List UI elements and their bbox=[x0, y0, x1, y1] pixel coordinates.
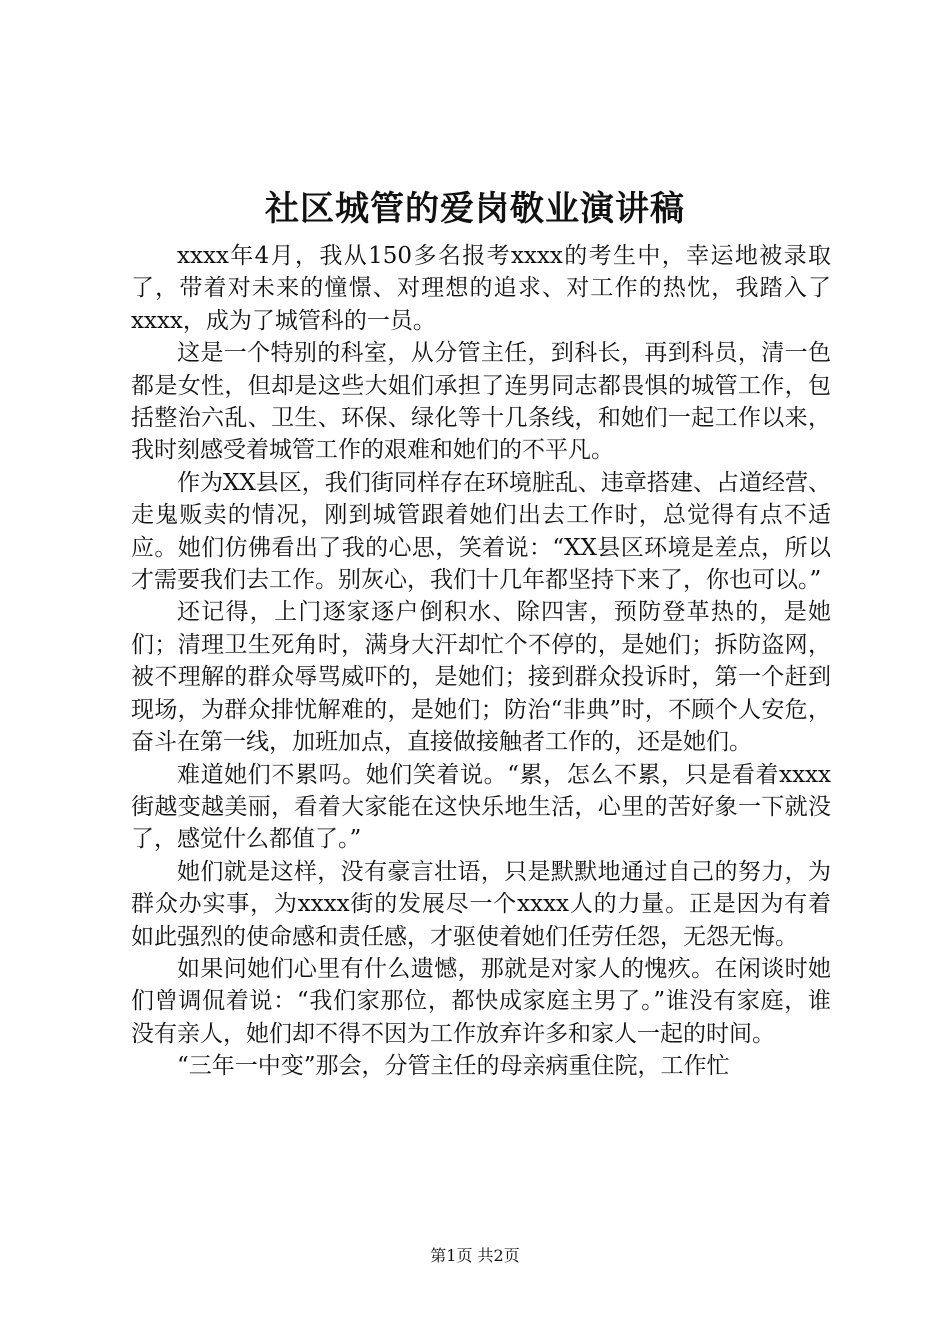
paragraph: 还记得，上门逐家逐户倒积水、除四害，预防登革热的，是她们；清理卫生死角时，满身大汗却忙个不停的，是她们；拆防盗网，被不理解的群众辱骂威吓的，是她们；接到群众投诉时，第一个赶到现场，为群众排忧解难的，是她们；防治“非典”时，不顾个人安危，奋斗在第一线，加班加点，直接做接触者工作的，还是她们。 bbox=[131, 599, 831, 756]
paragraph: “三年一中变”那会，分管主任的母亲病重住院，工作忙 bbox=[177, 1053, 730, 1080]
paragraph: 这是一个特别的科室，从分管主任，到科长，再到科员，清一色都是女性，但却是这些大姐们承担了连男同志都畏惧的城管工作，包括整治六乱、卫生、环保、绿化等十几条线，和她们一起工作以来，我时刻感受着城管工作的艰难和她们的不平凡。 bbox=[131, 340, 831, 464]
paragraph: 如果问她们心里有什么遗憾，那就是对家人的愧疚。在闲谈时她们曾调侃着说：“我们家那位，都快成家庭主男了。”谁没有家庭，谁没有亲人，她们却不得不因为工作放弃许多和家人一起的时间。 bbox=[131, 955, 831, 1047]
page-footer: 第1页 共2页 bbox=[430, 1246, 520, 1265]
paragraph: 难道她们不累吗。她们笑着说。“累，怎么不累，只是看着xxxx街越变越美丽，看着大家能在这快乐地生活，心里的苦好象一下就没了，感觉什么都值了。” bbox=[131, 761, 831, 853]
document-title: 社区城管的爱岗敬业演讲稿 bbox=[265, 189, 685, 229]
paragraph: 她们就是这样，没有豪言壮语，只是默默地通过自己的努力，为群众办实事，为xxxx街的发展尽一个xxxx人的力量。正是因为有着如此强烈的使命感和责任感，才驱使着她们任劳任怨，无怨无悔。 bbox=[131, 858, 831, 950]
paragraph: xxxx年4月，我从150多名报考xxxx的考生中，幸运地被录取了，带着对未来的憧憬、对理想的追求、对工作的热忱，我踏入了xxxx，成为了城管科的一员。 bbox=[131, 243, 831, 334]
document-body bbox=[131, 240, 831, 1083]
paragraph: 作为XX县区，我们街同样存在环境脏乱、违章搭建、占道经营、走鬼贩卖的情况，刚到城管跟着她们出去工作时，总觉得有点不适应。她们仿佛看出了我的心思，笑着说：“XX县区环境是差点，所以才需要我们去工作。别灰心，我们十几年都坚持下来了，你也可以。” bbox=[131, 469, 831, 594]
